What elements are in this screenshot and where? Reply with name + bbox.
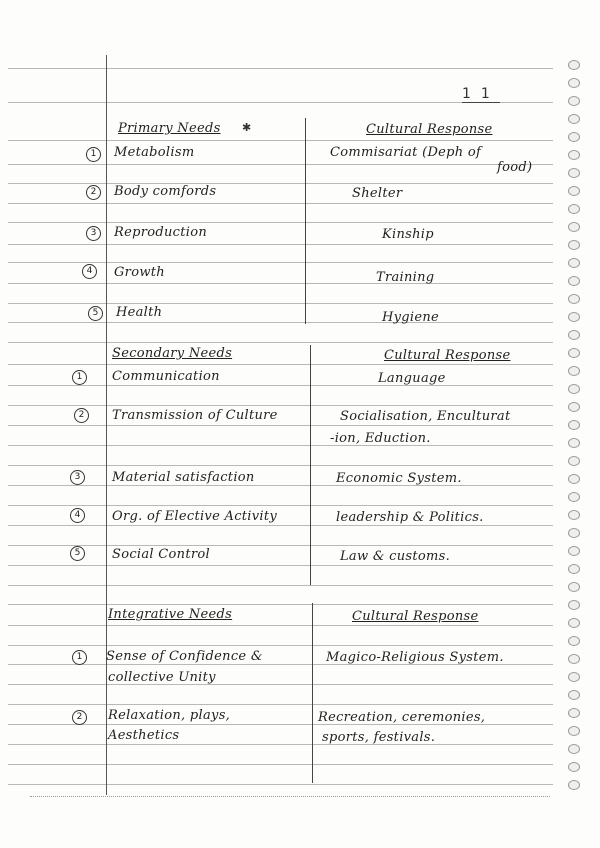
response-text: Language bbox=[378, 371, 446, 386]
ruled-line bbox=[8, 445, 553, 446]
column-divider bbox=[305, 118, 306, 324]
page-number: 11 bbox=[462, 86, 500, 102]
ruled-line bbox=[8, 784, 553, 785]
column-divider bbox=[310, 345, 311, 585]
need-text: Org. of Elective Activity bbox=[112, 509, 278, 524]
need-text: Sense of Confidence & bbox=[106, 649, 263, 664]
ruled-line bbox=[8, 183, 553, 184]
ruled-line bbox=[8, 565, 553, 566]
page-edge bbox=[30, 796, 550, 798]
need-text: Reproduction bbox=[114, 225, 208, 240]
ruled-line bbox=[8, 744, 553, 745]
response-text: Recreation, ceremonies, bbox=[318, 710, 486, 725]
response-text-cont: food) bbox=[497, 160, 533, 175]
response-text: leadership & Politics. bbox=[336, 510, 484, 525]
row-number: 3 bbox=[70, 470, 85, 485]
column-divider bbox=[312, 603, 313, 783]
need-text-cont: Aesthetics bbox=[108, 728, 180, 743]
ruled-line bbox=[8, 545, 553, 546]
need-text: Body comfords bbox=[114, 184, 217, 199]
ruled-line bbox=[8, 645, 553, 646]
ruled-line bbox=[8, 164, 553, 165]
need-text: Material satisfaction bbox=[112, 470, 255, 485]
ruled-line bbox=[8, 764, 553, 765]
ruled-line bbox=[8, 364, 553, 365]
row-number: 1 bbox=[72, 650, 87, 665]
response-text: Hygiene bbox=[382, 310, 440, 325]
row-number: 2 bbox=[86, 185, 101, 200]
row-number: 3 bbox=[86, 226, 101, 241]
need-text: Metabolism bbox=[114, 145, 195, 160]
row-number: 2 bbox=[72, 710, 87, 725]
row-number: 4 bbox=[82, 264, 97, 279]
response-text: Training bbox=[376, 270, 435, 285]
ruled-line bbox=[8, 140, 553, 141]
response-text: Magico-Religious System. bbox=[326, 650, 504, 665]
secondary-needs-header: Secondary Needs bbox=[112, 346, 233, 361]
response-text: Socialisation, Enculturat bbox=[340, 409, 511, 424]
spiral-binding bbox=[568, 60, 594, 800]
ruled-line bbox=[8, 704, 553, 705]
need-text: Social Control bbox=[112, 547, 210, 562]
need-text: Transmission of Culture bbox=[112, 408, 278, 423]
row-number: 5 bbox=[70, 546, 85, 561]
need-text: Growth bbox=[114, 265, 165, 280]
ruled-line bbox=[8, 684, 553, 685]
ruled-line bbox=[8, 68, 553, 69]
response-text: Economic System. bbox=[336, 471, 462, 486]
ruled-line bbox=[8, 625, 553, 626]
ruled-line bbox=[8, 203, 553, 204]
need-text: Relaxation, plays, bbox=[108, 708, 231, 723]
ruled-line bbox=[8, 525, 553, 526]
ruled-line bbox=[8, 604, 553, 605]
need-text-cont: collective Unity bbox=[108, 670, 216, 685]
ruled-line bbox=[8, 262, 553, 263]
ruled-line bbox=[8, 385, 553, 386]
need-text: Health bbox=[116, 305, 163, 320]
ruled-line bbox=[8, 222, 553, 223]
margin-line bbox=[106, 55, 107, 795]
response-text: Kinship bbox=[382, 227, 434, 242]
row-number: 1 bbox=[72, 370, 87, 385]
ruled-line bbox=[8, 322, 553, 323]
response-text: Law & customs. bbox=[340, 549, 451, 564]
response-text-cont: sports, festivals. bbox=[322, 730, 436, 745]
response-text: Commisariat (Deph of bbox=[330, 145, 482, 160]
ruled-line bbox=[8, 405, 553, 406]
need-text: Communication bbox=[112, 369, 220, 384]
ruled-line bbox=[8, 585, 553, 586]
row-number: 2 bbox=[74, 408, 89, 423]
ruled-line bbox=[8, 465, 553, 466]
integrative-response-header: Cultural Response bbox=[352, 609, 479, 624]
ruled-line bbox=[8, 303, 553, 304]
star-icon: ✱ bbox=[242, 121, 252, 134]
ruled-line bbox=[8, 342, 553, 343]
response-text-cont: -ion, Eduction. bbox=[330, 431, 431, 446]
ruled-line bbox=[8, 505, 553, 506]
row-number: 5 bbox=[88, 306, 103, 321]
row-number: 4 bbox=[70, 508, 85, 523]
secondary-response-header: Cultural Response bbox=[384, 348, 511, 363]
primary-response-header: Cultural Response bbox=[366, 122, 493, 137]
ruled-line bbox=[8, 283, 553, 284]
ruled-line bbox=[8, 244, 553, 245]
ruled-line bbox=[8, 425, 553, 426]
response-text: Shelter bbox=[352, 186, 403, 201]
ruled-line bbox=[8, 485, 553, 486]
primary-needs-header: Primary Needs bbox=[118, 121, 221, 136]
row-number: 1 bbox=[86, 147, 101, 162]
integrative-needs-header: Integrative Needs bbox=[108, 607, 233, 622]
